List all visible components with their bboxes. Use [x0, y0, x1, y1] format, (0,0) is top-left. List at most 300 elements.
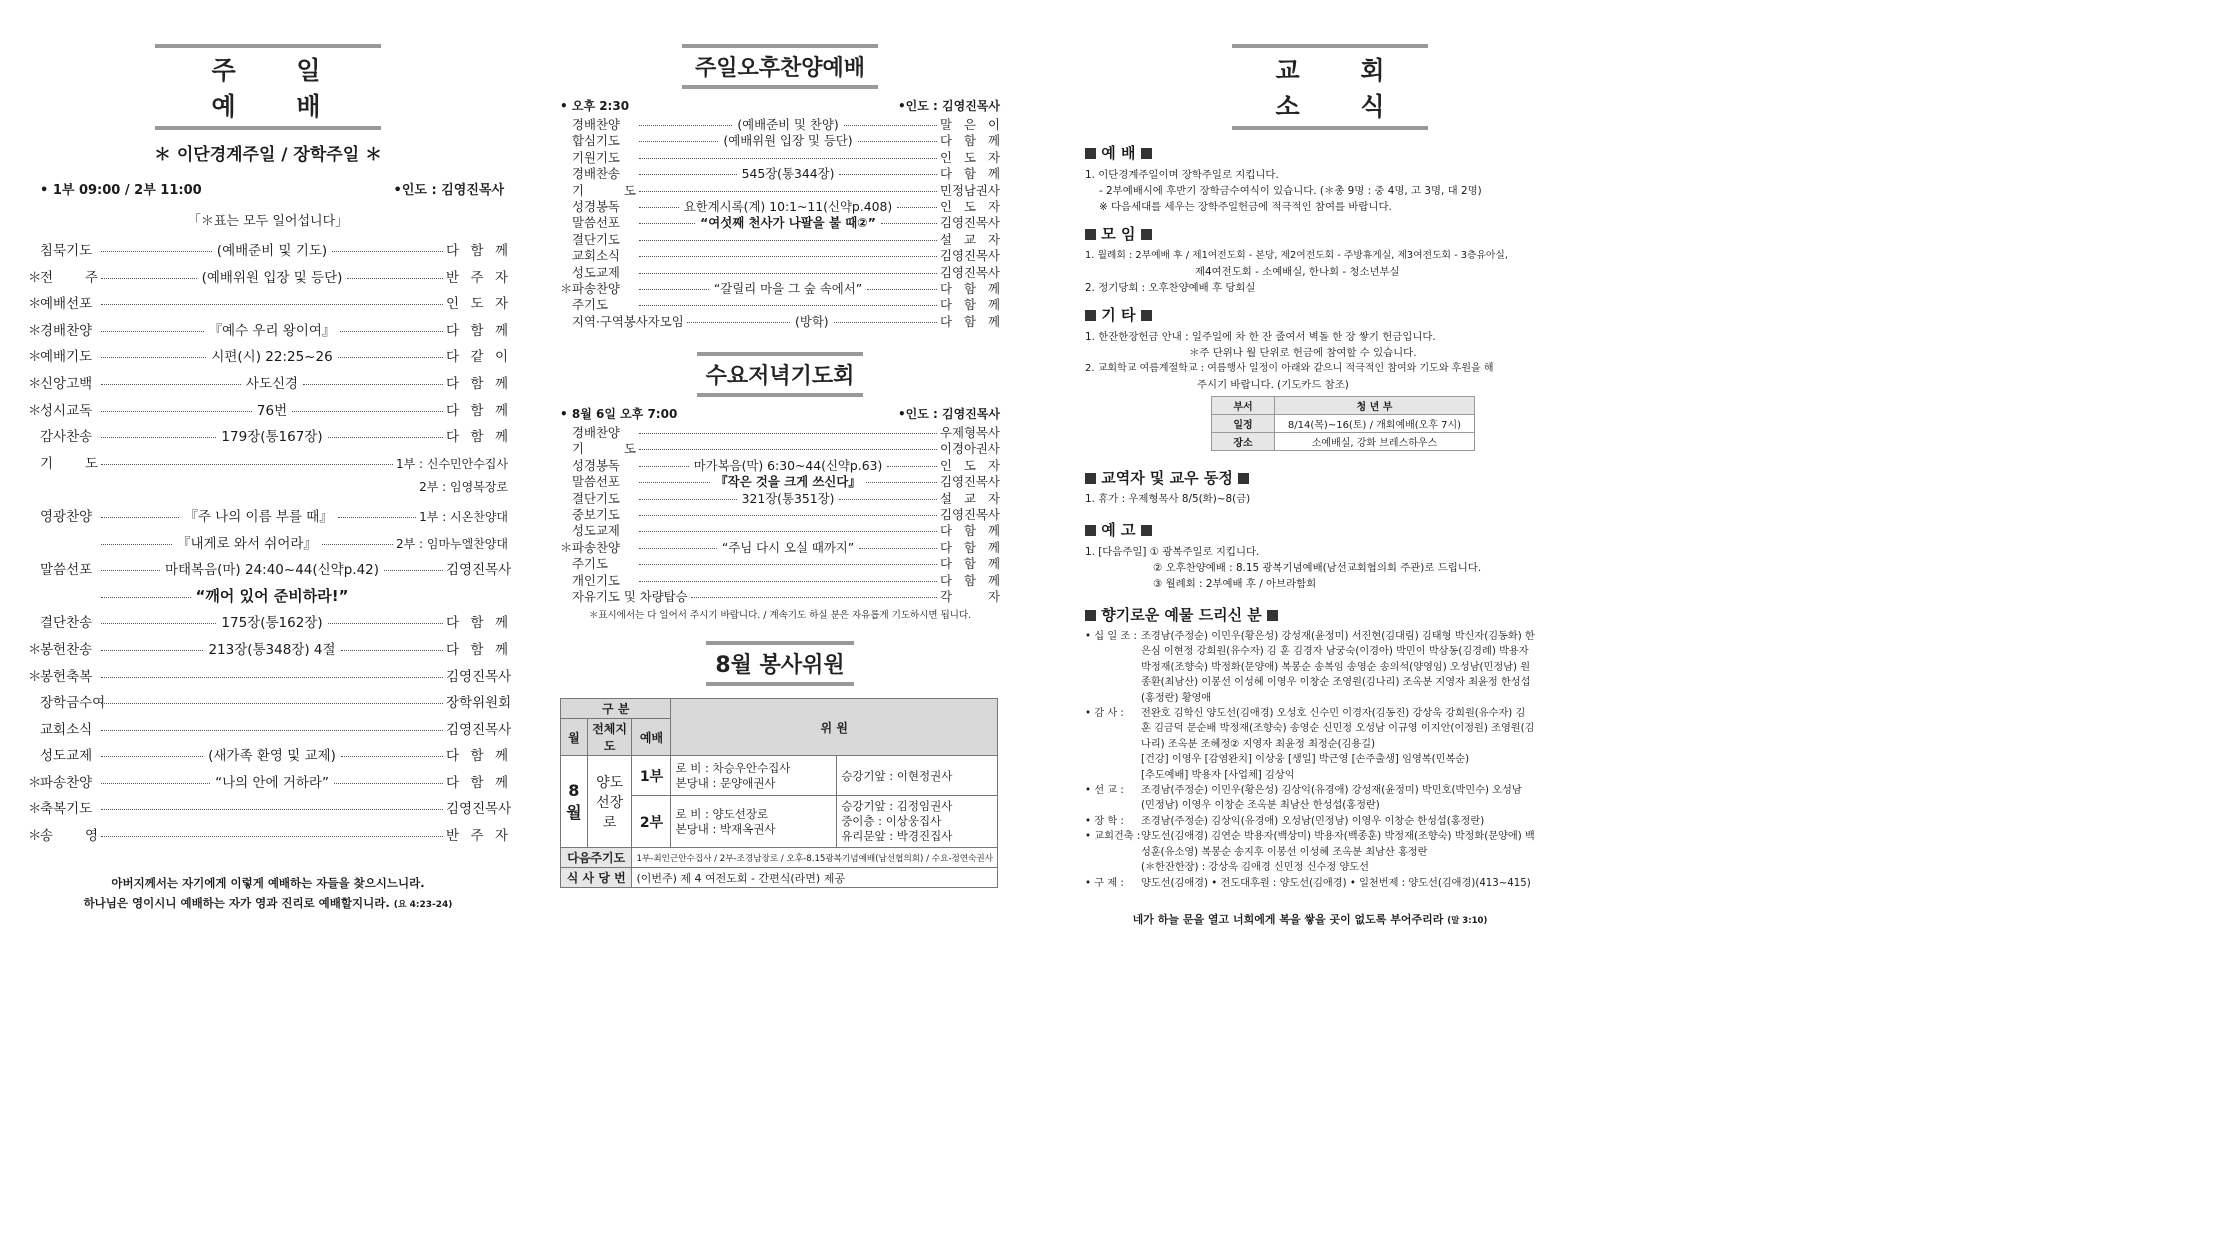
square-bullet-icon — [1238, 473, 1249, 484]
standing-star: ＊ — [28, 801, 42, 818]
order-item — [560, 164, 1000, 180]
leader-dots — [691, 597, 937, 598]
standing-star: ＊ — [28, 402, 42, 419]
order-person: 다 함 께 — [446, 641, 508, 658]
servants-s2-right: 승강기앞 : 김정임권사 중이층 : 이상웅집사 유리문앞 : 박경진집사 — [837, 796, 998, 848]
order-item — [560, 489, 1000, 505]
order-content: “갈릴리 마을 그 숲 속에서” — [713, 280, 863, 296]
order-person: 다 함 께 — [940, 572, 1000, 588]
wednesday-title: 수요저녁기도회 — [697, 352, 863, 397]
order-person: 다 같 이 — [446, 349, 508, 366]
order-person: 김영진목사 — [940, 215, 1000, 231]
leader-dots — [101, 544, 172, 545]
afternoon-leader: •인도 : 김영진목사 — [898, 99, 1000, 113]
leader-dots — [639, 174, 737, 175]
sunday-time: • 1부 09:00 / 2부 11:00 — [40, 183, 202, 198]
servants-service-1: 1부 — [632, 756, 671, 796]
order-label: 결단기도 — [572, 231, 620, 247]
order-item — [28, 638, 508, 665]
servants-header-service: 예배 — [632, 719, 671, 756]
offering-category: • 십 일 조 : — [1085, 631, 1137, 642]
leader-dots — [341, 756, 443, 757]
offering-names: [건강] 이영우 [감염완치] 이상웅 [생일] 박근영 [손주출생] 임영복(민복순) — [1141, 754, 1470, 766]
offering-category: • 선 교 : — [1085, 785, 1124, 797]
order-label: 교회소식 — [572, 248, 620, 264]
leader-dots — [834, 322, 937, 323]
leader-dots — [303, 384, 443, 385]
leader-dots — [101, 304, 443, 305]
order-item — [560, 587, 1000, 603]
order-item — [560, 213, 1000, 229]
offering-names: 양도선(김애경) • 전도대후원 : 양도선(김애경) • 일천번제 : 양도선(김애경)(413~415) — [1141, 877, 1531, 889]
leader-dots — [639, 240, 937, 241]
order-content: “나의 안에 거하라” — [215, 774, 329, 791]
offering-names: 양도선(김애경) 김연순 박용자(백상미) 박용자(백종훈) 박정재(조향숙) 박정화(문양애) 백성훈(유소영) 복봉순 송지후 이봉선 이성혜 조옥분 최남산 홍정란 — [1141, 831, 1535, 858]
order-person: 김영진목사 — [446, 721, 512, 738]
servants-table — [560, 698, 998, 888]
wednesday-leader: •인도 : 김영진목사 — [898, 407, 1000, 422]
order-person: 김영진목사 — [940, 474, 1000, 490]
order-item — [560, 521, 1000, 537]
order-item — [28, 691, 512, 718]
leader-dots — [101, 464, 393, 465]
leader-dots — [639, 531, 937, 532]
notice-line-3: ③ 월례회 : 2부예배 후 / 아브라함회 — [1153, 578, 1317, 590]
order-person: 2부 : 임마누엘찬양대 — [395, 536, 508, 551]
offering-row — [1085, 783, 1535, 814]
order-item — [560, 439, 1000, 455]
order-item — [560, 181, 1000, 197]
order-item — [560, 456, 1000, 472]
order-content: (예배준비 및 기도) — [216, 243, 328, 259]
order-item — [560, 263, 1000, 279]
order-item — [560, 538, 1000, 554]
offering-row — [1085, 752, 1535, 767]
order-label: 말씀선포 — [572, 474, 620, 490]
order-person: 다 함 께 — [446, 774, 509, 791]
leader-dots — [347, 278, 443, 279]
leader-dots — [639, 256, 937, 257]
offering-row — [1085, 876, 1535, 891]
order-label: 송 영 — [40, 828, 98, 845]
standing-star: ＊ — [28, 269, 42, 286]
order-label: 개인기도 — [572, 572, 620, 588]
leader-dots — [101, 517, 179, 518]
summer-school-table — [1211, 396, 1475, 451]
order-person: 장학위원회 — [446, 695, 512, 712]
leader-dots — [101, 251, 212, 252]
etc-heading — [1085, 304, 1535, 325]
leader-dots — [384, 570, 443, 571]
leader-dots — [687, 322, 790, 323]
sunday-verse — [28, 873, 508, 915]
order-content: 213장(통348장) 4절 — [208, 641, 336, 658]
order-item — [28, 558, 512, 585]
order-person: 김영진목사 — [446, 668, 512, 685]
order-label: 예배기도 — [40, 349, 93, 366]
leader-dots — [332, 251, 443, 252]
order-item — [28, 292, 508, 319]
order-content: “깨어 있어 준비하라!” — [195, 586, 349, 605]
meeting-heading — [1085, 223, 1535, 244]
order-person: 김영진목사 — [446, 801, 512, 818]
square-bullet-icon — [1141, 525, 1152, 536]
sunday-title-wrap — [28, 44, 508, 130]
closing-verse-ref: (말 3:10) — [1447, 915, 1488, 926]
order-label: 말씀선포 — [572, 215, 620, 231]
standing-star: ＊ — [28, 641, 42, 658]
leader-dots — [101, 357, 206, 358]
order-person: 다 함 께 — [940, 313, 1000, 329]
order-person: 다 함 께 — [446, 243, 508, 259]
order-label: 파송찬양 — [40, 774, 93, 791]
leader-dots — [101, 783, 210, 784]
order-person: 민정남권사 — [940, 182, 1000, 198]
order-person: 다 함 께 — [940, 297, 1000, 313]
order-item — [28, 771, 508, 798]
order-content: 사도신경 — [245, 375, 299, 392]
worship-line-1: 1. 이단경계주일이며 장학주일로 지킵니다. — [1085, 169, 1279, 181]
leader-dots — [101, 650, 203, 651]
etc-news — [1085, 329, 1535, 393]
notice-heading-text: 예 고 — [1101, 521, 1136, 539]
leader-dots — [881, 223, 937, 224]
leader-dots — [101, 384, 241, 385]
order-content: 마태복음(마) 24:40~44(신약p.42) — [164, 562, 380, 579]
leader-dots — [866, 482, 937, 483]
offering-names: 전완호 김학신 양도선(김애경) 오성호 신수민 이경자(김동진) 강상욱 강희원(유수자) 김 훈 김금덕 문순배 박정재(조향숙) 송영순 신민정 오성남 이규영 이지안(이정원) 조영원(김나리) 조옥분 조혜정② 지영자 최윤정 최정순(김용길) — [1141, 708, 1535, 750]
leader-dots — [101, 730, 443, 731]
order-person: 다 함 께 — [446, 748, 508, 765]
servants-title-wrap — [560, 641, 1000, 686]
square-bullet-icon — [1141, 148, 1152, 159]
standing-star: ＊ — [28, 375, 42, 392]
standing-star: ＊ — [28, 828, 42, 845]
order-person: 말 은 이 — [940, 117, 1000, 132]
order-content: 321장(통351장) — [741, 490, 835, 506]
order-content: 『예수 우리 왕이여』 — [208, 322, 336, 339]
order-person: 김영진목사 — [940, 264, 1000, 280]
order-item — [28, 665, 512, 692]
order-label: 기 도 — [572, 441, 636, 457]
etc-heading-text: 기 타 — [1101, 306, 1136, 324]
order-label: 감사찬송 — [40, 429, 93, 446]
leader-dots — [101, 437, 216, 438]
order-label: 성도교제 — [572, 264, 620, 280]
order-label: 성경봉독 — [572, 457, 620, 473]
order-person: 다 함 께 — [446, 375, 509, 392]
order-person: 이경아권사 — [940, 441, 1000, 457]
order-item — [560, 197, 1000, 213]
order-person: 인 도 자 — [940, 198, 1000, 214]
leader-dots — [639, 289, 709, 290]
order-label: 봉헌찬송 — [40, 641, 93, 658]
order-person: 반 주 자 — [446, 828, 508, 845]
leader-dots — [101, 570, 160, 571]
leader-dots — [639, 191, 937, 192]
order-item — [560, 230, 1000, 246]
leader-dots — [639, 499, 737, 500]
order-person: 김영진목사 — [446, 562, 512, 579]
order-label: 신앙고백 — [40, 375, 93, 392]
offering-category: • 구 제 : — [1085, 877, 1124, 889]
leader-dots — [639, 305, 937, 306]
sunday-standing-note: 「＊표는 모두 일어섭니다」 — [187, 214, 349, 229]
etc-line-4: 주시기 바랍니다. (기도카드 참조) — [1197, 379, 1349, 391]
leader-dots — [839, 499, 937, 500]
order-label: 경배찬양 — [572, 425, 620, 441]
order-label: 기원기도 — [572, 149, 620, 165]
order-person: 다 함 께 — [940, 280, 1001, 296]
servants-header-dept: 전체지도 — [587, 719, 632, 756]
leader-dots — [101, 703, 443, 704]
order-person: 각 자 — [940, 588, 1000, 604]
table-schedule-value: 8/14(목)~16(토) / 개회예배(오후 7시) — [1275, 415, 1475, 433]
offering-category — [1085, 860, 1141, 875]
offering-category: • 장 학 : — [1085, 815, 1124, 827]
servants-dept: 양도선장로 — [587, 756, 632, 848]
wednesday-title-wrap — [560, 352, 1000, 397]
order-content: 179장(통167장) — [221, 429, 323, 446]
order-person: 다 함 께 — [940, 166, 1001, 182]
servants-title: 8월 봉사위원 — [706, 641, 854, 686]
offerings-heading — [1085, 604, 1535, 625]
standing-star: ＊ — [28, 322, 42, 339]
order-person: 2부 : 임영복장로 — [419, 480, 508, 495]
closing-verse — [1085, 911, 1535, 927]
order-label: 교회소식 — [40, 721, 93, 738]
order-label: 예배선포 — [40, 296, 93, 313]
order-content: 175장(통162장) — [221, 615, 323, 632]
order-item — [28, 585, 508, 612]
order-item — [28, 532, 508, 559]
order-item — [28, 239, 508, 266]
order-person: 인 도 자 — [940, 149, 1000, 165]
order-item — [560, 131, 1000, 147]
order-label: 봉헌축복 — [40, 668, 93, 685]
order-item — [560, 472, 1000, 488]
meeting-heading-text: 모 임 — [1101, 225, 1136, 243]
order-label: 경배찬양 — [572, 117, 620, 132]
order-label: 합심기도 — [572, 133, 620, 149]
order-item — [28, 824, 508, 851]
leader-dots — [101, 597, 191, 598]
offering-names: (＊한잔한장) : 강상욱 김애경 신민정 신수정 양도선 — [1141, 862, 1369, 874]
meeting-news — [1085, 248, 1535, 296]
order-content: (예배위원 입장 및 등단) — [201, 269, 343, 286]
offering-category — [1085, 752, 1141, 767]
servants-s1-left: 로 비 : 차승우안수집사 본당내 : 문양애권사 — [671, 756, 837, 796]
order-person: 설 교 자 — [940, 490, 1001, 506]
order-item — [28, 611, 508, 638]
leader-dots — [887, 466, 937, 467]
servants-header-members: 위 원 — [671, 699, 998, 756]
news-title-wrap — [1085, 44, 1535, 130]
verse-line-1: 아버지께서는 자기에게 이렇게 예배하는 자들을 찾으시느니라. — [111, 875, 425, 890]
order-content: (예배위원 입장 및 등단) — [723, 133, 853, 149]
order-item — [28, 425, 508, 452]
leader-dots — [101, 278, 197, 279]
order-item — [560, 115, 1000, 131]
order-content: 『주 나의 이름 부를 때』 — [184, 508, 333, 525]
leader-dots — [639, 449, 937, 450]
square-bullet-icon — [1085, 525, 1096, 536]
offering-names: 조경남(주정순) 이민우(황은성) 김상익(유경애) 강성재(윤정미) 박민호(박민수) 오성남(민정남) 이영우 이창순 조옥분 최남산 한성섭(홍정란) — [1141, 785, 1522, 812]
closing-verse-text: 네가 하늘 문을 열고 너희에게 복을 쌓을 곳이 없도록 부어주리라 — [1132, 912, 1444, 926]
leader-dots — [639, 207, 679, 208]
offering-row — [1085, 706, 1535, 752]
leader-dots — [858, 141, 937, 142]
offering-row — [1085, 629, 1535, 706]
leader-dots — [101, 331, 204, 332]
leader-dots — [639, 548, 717, 549]
order-label: 성도교제 — [40, 748, 93, 765]
leader-dots — [639, 564, 937, 565]
worship-heading — [1085, 142, 1535, 163]
offering-category — [1085, 768, 1141, 783]
order-label: 말씀선포 — [40, 562, 93, 579]
offering-row — [1085, 768, 1535, 783]
leader-dots — [328, 437, 443, 438]
leader-dots — [639, 125, 732, 126]
offering-names: 조경남(주정순) 이민우(황은성) 강성재(윤정미) 서진현(김대림) 김태형 박신자(김동화) 한은심 이현정 강희원(유수자) 김 훈 김경자 남궁숙(이경아) 박민이 박삼동(김경례) 박용자 박정재(조향숙) 박정화(문양애) 복봉순 송복임 송영순 송의석(양영임) 오성남(민정남) 원종환(최남산) 이봉선 이성혜 이영우 이창순 조영원(김나리) 조옥분 지영자 최윤정 한성섭(홍정란) 황영애 — [1141, 631, 1535, 704]
order-person: 다 함 께 — [940, 133, 1000, 149]
order-item — [28, 718, 512, 745]
order-label: 영광찬양 — [40, 508, 93, 525]
square-bullet-icon — [1085, 610, 1096, 621]
order-label: 주기도 — [572, 556, 608, 572]
etc-line-2: ＊주 단위나 월 단위로 헌금에 참여할 수 있습니다. — [1189, 347, 1417, 359]
offering-row — [1085, 829, 1535, 860]
order-content: 요한계시록(계) 10:1~11(신약p.408) — [683, 198, 893, 214]
staff-heading — [1085, 467, 1535, 488]
order-item — [560, 554, 1000, 570]
afternoon-meta — [560, 97, 1000, 114]
leader-dots — [101, 836, 443, 837]
leader-dots — [101, 756, 203, 757]
order-item — [560, 312, 1000, 328]
servants-s2-left: 로 비 : 양도선장로 본당내 : 박재옥권사 — [671, 796, 837, 848]
meal-duty-value: (이번주) 제 4 여전도회 - 간편식(라면) 제공 — [632, 868, 998, 888]
order-person: 1부 : 시온찬양대 — [419, 509, 509, 524]
worship-line-2: - 2부예배시에 후반기 장학금수여식이 있습니다. (＊총 9명 : 중 4명, 고 3명, 대 2명) — [1099, 185, 1482, 197]
order-person: 김영진목사 — [940, 507, 1000, 523]
leader-dots — [859, 548, 937, 549]
sunday-worship-column — [28, 0, 512, 910]
servants-service-2: 2부 — [632, 796, 671, 848]
staff-heading-text: 교역자 및 교우 동정 — [1101, 469, 1233, 487]
leader-dots — [338, 517, 416, 518]
verse-line-2-text: 하나님은 영이시니 예배하는 자가 영과 진리로 예배할지니라. — [83, 895, 390, 910]
afternoon-title: 주일오후찬양예배 — [682, 44, 878, 89]
order-content: “여섯째 천사가 나팔을 불 때②” — [700, 215, 876, 231]
table-header-youth: 청 년 부 — [1275, 397, 1475, 415]
order-content: 마가복음(막) 6:30~44(신약p.63) — [693, 457, 883, 473]
leader-dots — [639, 158, 937, 159]
square-bullet-icon — [1141, 229, 1152, 240]
meeting-line-2: 제4여전도회 - 소예배실, 한나회 - 청소년부실 — [1195, 266, 1400, 278]
notice-line-1: 1. [다음주일] ① 광복주일로 지킵니다. — [1085, 546, 1260, 558]
notice-line-2: ② 오후찬양예배 : 8.15 광복기념예배(남선교회협의회 주관)로 드립니다. — [1153, 562, 1482, 574]
order-content: 『내게로 와서 쉬어라』 — [177, 535, 317, 552]
order-item — [28, 399, 508, 426]
order-item — [28, 372, 508, 399]
order-content: 시편(시) 22:25~26 — [211, 349, 333, 366]
order-person: 설 교 자 — [940, 231, 1000, 247]
offering-names: 조경남(주정순) 김상익(유경애) 오성남(민정남) 이영우 이창순 한성섭(홍정란) — [1141, 815, 1485, 827]
verse-ref: (요 4:23-24) — [393, 899, 453, 910]
table-header-dept: 부서 — [1212, 397, 1275, 415]
square-bullet-icon — [1085, 148, 1096, 159]
center-column — [560, 0, 1001, 886]
offering-row — [1085, 860, 1535, 875]
square-bullet-icon — [1085, 229, 1096, 240]
order-item — [560, 423, 1000, 439]
leader-dots — [101, 623, 216, 624]
offerings-heading-text: 향기로운 예물 드리신 분 — [1101, 606, 1262, 624]
order-label: 기 도 — [40, 455, 98, 472]
leader-dots — [839, 174, 937, 175]
standing-star: ＊ — [560, 539, 573, 555]
order-label: 침묵기도 — [40, 243, 93, 259]
worship-line-3: ※ 다음세대를 세우는 장학주일헌금에 적극적인 참여를 바랍니다. — [1099, 201, 1392, 213]
order-label: 성시교독 — [40, 402, 93, 419]
order-label: 경배찬양 — [40, 322, 93, 339]
standing-star: ＊ — [28, 774, 42, 791]
table-schedule-label: 일정 — [1212, 415, 1275, 433]
leader-dots — [338, 357, 443, 358]
order-person: 1부 : 신수민안수집사 — [395, 456, 508, 471]
offering-names: [추도예배] 박용자 [사업체] 김상익 — [1141, 769, 1295, 781]
offering-category: • 감 사 : — [1085, 708, 1124, 720]
order-item — [560, 246, 1000, 262]
news-title: 교 회 소 식 — [1232, 44, 1428, 130]
leader-dots — [341, 650, 443, 651]
church-news-column — [1085, 0, 1535, 926]
next-prayer-label: 다음주기도 — [561, 848, 632, 868]
order-label: 주기도 — [572, 297, 608, 313]
offering-category: • 교회건축 : — [1085, 831, 1141, 843]
sunday-subtitle: ＊ 이단경계주일 / 장학주일 ＊ — [153, 145, 383, 165]
servants-header-month: 월 — [561, 719, 588, 756]
leader-dots — [639, 482, 710, 483]
sunday-title: 주 일 예 배 — [155, 44, 381, 130]
leader-dots — [101, 677, 443, 678]
order-person: 다 함 께 — [446, 615, 509, 632]
leader-dots — [322, 544, 393, 545]
meeting-line-1: 1. 월례회 : 2부예배 후 / 제1여전도회 - 본당, 제2여전도회 - 주방휴게실, 제3여전도회 - 3층유아실, — [1085, 250, 1508, 261]
order-content: (예배준비 및 찬양) — [737, 117, 839, 132]
staff-news: 1. 휴가 : 우제형목사 8/5(화)~8(금) — [1085, 493, 1251, 505]
offerings-list — [1085, 629, 1535, 891]
leader-dots — [328, 623, 443, 624]
afternoon-title-wrap — [560, 44, 1000, 89]
leader-dots — [340, 331, 443, 332]
leader-dots — [639, 466, 689, 467]
leader-dots — [844, 125, 937, 126]
standing-star: ＊ — [28, 668, 42, 685]
afternoon-time: • 오후 2:30 — [560, 99, 630, 113]
leader-dots — [101, 809, 443, 810]
order-item — [560, 505, 1000, 521]
order-label: 경배찬송 — [572, 166, 620, 182]
order-person: 다 함 께 — [446, 402, 509, 419]
worship-heading-text: 예 배 — [1101, 144, 1136, 162]
order-content: 76번 — [256, 402, 288, 419]
notice-heading — [1085, 519, 1535, 540]
leader-dots — [897, 207, 937, 208]
next-prayer-value: 1부-최인근안수집사 / 2부-조경남장로 / 오후-8.15광복기념예배(남선협의회) / 수요-정연숙권사 — [632, 848, 998, 868]
